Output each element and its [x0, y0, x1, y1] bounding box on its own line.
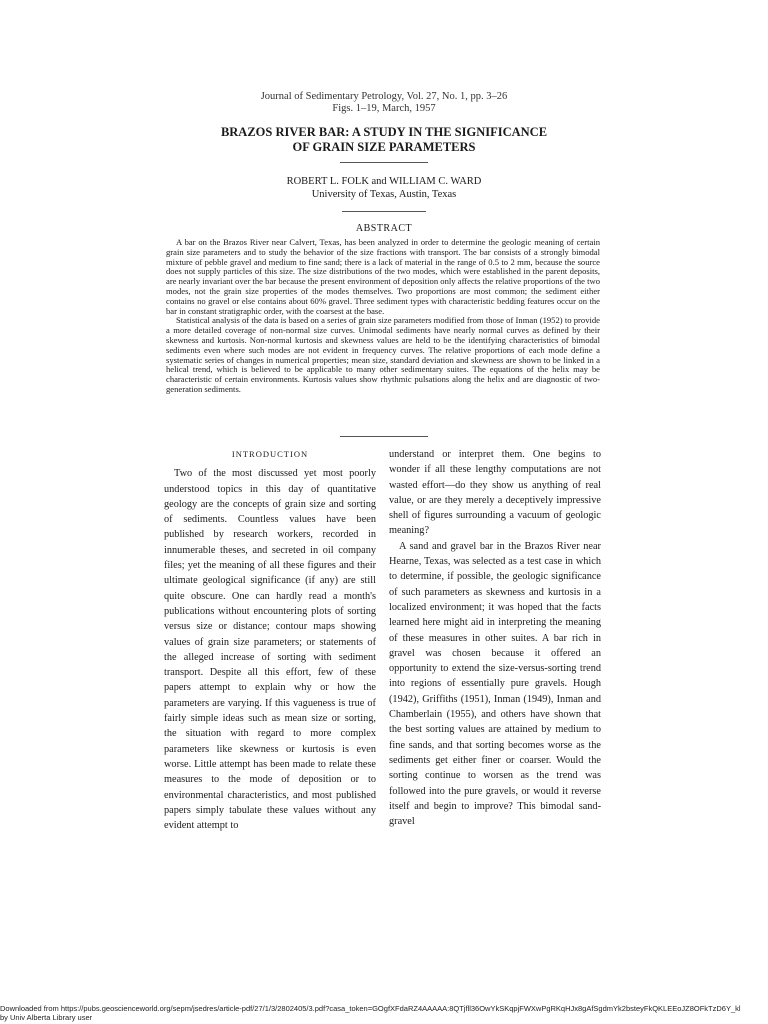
left-column	[164, 447, 376, 833]
right-column	[389, 447, 601, 829]
journal-line-1: Journal of Sedimentary Petrology, Vol. 27, No. 1, pp. 3–26	[260, 91, 508, 102]
intro-paragraph-continued: understand or interpret them. One begins to wonder if all these lengthy computations are not wasted effort—do they show us anything of real value, or are they merely a deceptively impressive shell of figures surrounding a vacuum of geologic meaning?	[389, 449, 601, 537]
abstract-body	[166, 238, 600, 395]
title-line-2: OF GRAIN SIZE PARAMETERS	[292, 140, 476, 154]
footer-user: by Univ Alberta Library user	[0, 1013, 93, 1022]
author-divider	[342, 211, 426, 212]
abstract-heading: ABSTRACT	[355, 223, 413, 234]
abstract-divider	[340, 436, 428, 437]
download-footer	[0, 1004, 768, 1022]
author-block	[0, 175, 768, 201]
abstract-paragraph-2: Statistical analysis of the data is based on a series of grain size parameters modified from those of Inman (1952) to provide a more detailed coverage of non-normal size curves. Unimodal sediments have nearly normal curves as defined by their skewness and kurtosis. Non-normal kurtosis and skewness values are held to be the identifying characteristics of bimodal sediments even where such modes are not evident in frequency curves. The relative proportions of each mode define a systematic series of changes in numerical properties; mean size, standard deviation and skewness are shown to be linked in a helical trend, which is believed to be applicable to many other sedimentary suites. The equations of the helix may be characteristic of certain environments. Kurtosis values show rhythmic pulsations along the helix and are diagnostic of two-generation sediments.	[166, 315, 600, 394]
paper-title	[0, 125, 768, 155]
footer-download-url: Downloaded from https://pubs.geoscienceworld.org/sepm/jsedres/article-pdf/27/1/3/2802405/3.pdf?casa_token=GOgfXFdaRZ4AAAAA:8QTjfll36OwYkSKqpjFWXwPgRKqHJx8gAfSgdmYk2bsteyFkQKLEEoJZ8OFkTzD6Y_kl	[0, 1004, 741, 1013]
journal-citation	[0, 91, 768, 115]
journal-line-2: Figs. 1–19, March, 1957	[332, 103, 436, 114]
author-names: ROBERT L. FOLK and WILLIAM C. WARD	[286, 176, 482, 187]
title-line-1: BRAZOS RIVER BAR: A STUDY IN THE SIGNIFICANCE	[220, 125, 548, 139]
abstract-paragraph-1: A bar on the Brazos River near Calvert, Texas, has been analyzed in order to determine the geologic meaning of certain grain size parameters and to study the behavior of the size fractions with transport. The bar consists of a strongly bimodal mixture of pebble gravel and medium to fine sand; there is a lack of material in the range of 0.5 to 2 mm, because the source does not supply particles of this size. The size distributions of the two modes, which were established in the parent deposits, are nearly invariant over the bar because the present environment of deposition only affects the relative proportions of the two modes, not the grain size properties of the modes themselves. Two proportions are most common; the sediment either contains no gravel or else contains about 60% gravel. Three sediment types with characteristic bedding features occur on the bar in constant stratigraphic order, with the coarsest at the base.	[166, 237, 600, 316]
section-heading-introduction: INTRODUCTION	[231, 449, 309, 459]
intro-paragraph-2: A sand and gravel bar in the Brazos River near Hearne, Texas, was selected as a test case in which to determine, if possible, the geologic significance of such parameters as skewness and kurtosis in a localized environment; it was hoped that the facts learned here might aid in interpreting the meaning of these measures in other suites. A bar rich in gravel was chosen because it offered an opportunity to extend the size-versus-sorting trend into regions of essentially pure gravels. Hough (1942), Griffiths (1951), Inman (1949), Inman and Chamberlain (1955), and others have shown that the best sorting values are attained by medium to fine sands, and that sorting becomes worse as the sediments get either finer or coarser. Would the sorting continue to worsen as the trend was followed into the pure gravels, or would it reverse itself and begin to improve? This bimodal sand-gravel	[389, 540, 601, 828]
author-affiliation: University of Texas, Austin, Texas	[311, 189, 457, 200]
title-divider	[340, 162, 428, 163]
intro-paragraph-1: Two of the most discussed yet most poorly understood topics in this day of quantitative geology are the concepts of grain size and sorting of sediments. Countless values have been published by research workers, recorded in innumerable theses, and secreted in oil company files; yet the meaning of all these figures and their ultimate geological significance (if any) are still quite obscure. One can hardly read a month's publications without encountering plots of sorting versus size or distance; contour maps showing values of grain size parameters; or statements of the alleged increase of sorting with sediment transport. Despite all this effort, few of these papers attempt to explain why or how the parameters are varying. If this vagueness is true of fairly simple ideas such as mean size or sorting, the situation with regard to more complex parameters like skewness or kurtosis is even worse. Little attempt has been made to relate these measures to the mode of deposition or to environmental characteristics, and most published papers simply tabulate these values without any evident attempt to	[164, 468, 376, 832]
